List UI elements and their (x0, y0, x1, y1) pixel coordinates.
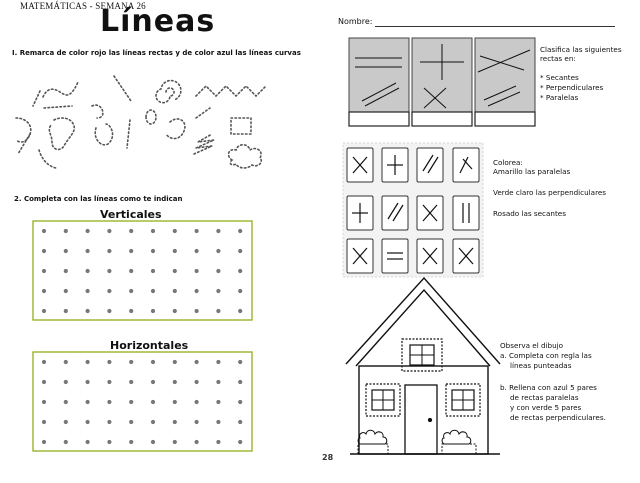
observa-b2: de rectas paralelas (510, 393, 579, 402)
colorea-paralelas: Amarillo las paralelas (493, 167, 571, 176)
activity-1-instruction: I. Remarca de color rojo las líneas rectas y de color azul las líneas curvas (12, 49, 301, 57)
classify-instruction-1: Clasifica las siguientes (540, 45, 622, 54)
page-number: 28 (322, 453, 334, 462)
left-window (366, 384, 400, 416)
right-window (446, 384, 480, 416)
observa-a2: líneas punteadas (510, 361, 572, 370)
colorea-title: Colorea: (493, 158, 523, 167)
horizontales-title: Horizontales (110, 339, 189, 352)
name-label: Nombre: (338, 17, 373, 26)
subject-header: MATEMÁTICAS - SEMANA 26 (20, 1, 146, 11)
observa-a1: a. Completa con regla las (500, 351, 592, 360)
page-title: Líneas (100, 4, 216, 39)
colorea-secantes: Rosado las secantes (493, 209, 566, 218)
verticales-title: Verticales (100, 208, 162, 221)
colorea-perpendiculares: Verde claro las perpendiculares (493, 188, 607, 197)
option-secantes: * Secantes (540, 73, 579, 82)
observa-b3: y con verde 5 pares (510, 403, 582, 412)
activity-2-instruction: 2. Completa con las líneas como te indican (14, 195, 183, 203)
observa-b1: b. Rellena con azul 5 pares (500, 383, 597, 392)
observa-b4: de rectas perpendiculares. (510, 413, 606, 422)
observa-title: Observa el dibujo (500, 341, 564, 350)
left-bush (358, 430, 388, 454)
classify-instruction-2: rectas en: (540, 54, 576, 63)
option-perpendiculares: * Perpendiculares (540, 83, 604, 92)
right-bush (442, 430, 476, 454)
option-paralelas: * Paralelas (540, 93, 579, 102)
house-door (405, 385, 437, 454)
